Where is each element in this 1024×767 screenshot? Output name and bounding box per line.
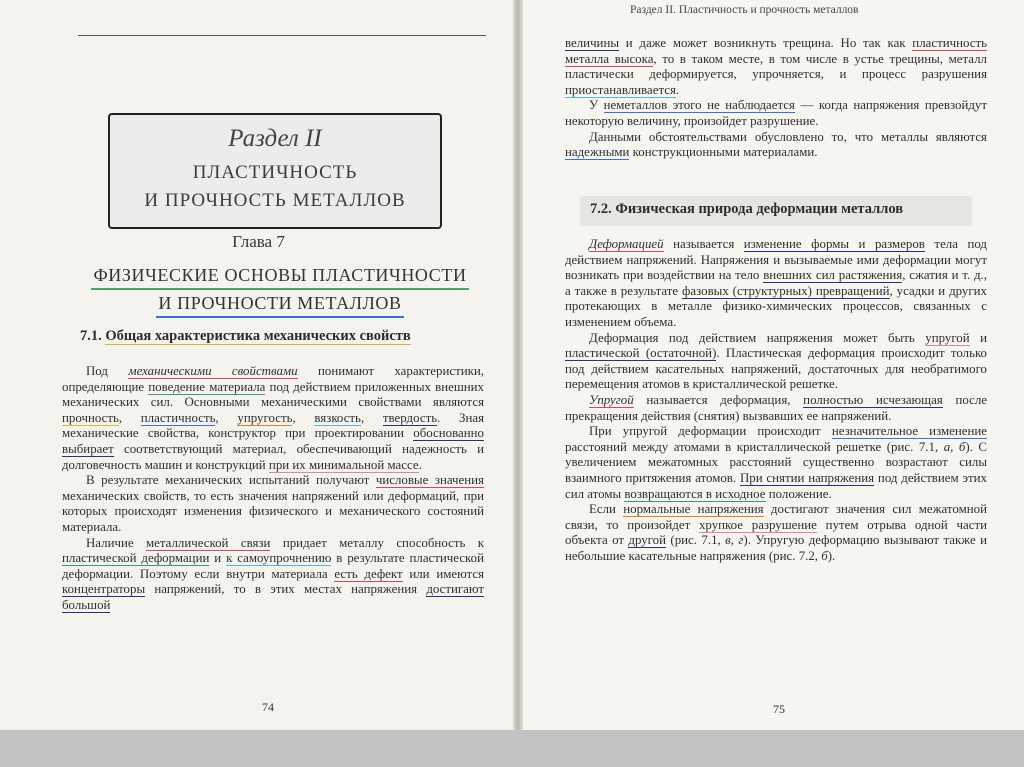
section-title-line1: ПЛАСТИЧНОСТЬ	[192, 162, 358, 183]
highlight: твердость	[382, 410, 438, 425]
highlight: Упругой	[589, 392, 634, 407]
highlight: величины	[565, 36, 620, 50]
highlight: есть дефект	[334, 566, 403, 581]
paragraph: У неметаллов этого не наблюдается — когда напряжения превзойдут некоторую величину, произойдет разрушение.	[565, 98, 987, 128]
highlight: Деформацией	[589, 237, 664, 251]
section-heading-7-1	[80, 328, 411, 345]
highlight: к самоупрочнению	[226, 551, 332, 566]
highlight: обоснованно выбирает	[62, 426, 484, 456]
highlight: возвращаются в исходное	[624, 486, 766, 501]
top-rule	[78, 35, 486, 36]
highlight: поведение материала	[148, 379, 266, 394]
book-spine	[513, 0, 523, 730]
highlight: При снятии напряжения	[739, 470, 875, 485]
highlight: полностью исчезающая	[803, 392, 943, 407]
highlight: хрупкое разрушение	[698, 517, 817, 532]
paragraph: Деформацией называется изменение формы и размеров тела под действием напряжений. Напряжения и вызываемые ими деформации могут возникать при воздействии на тело внешних сил растяжения, сжатия и т. д., а также в результате фазовых (структурных) превращений, усадки и других протекающих в металле физико-химических процессов, связанных с изменением объема.	[565, 237, 988, 329]
paragraph: величины и даже может возникнуть трещина. Но так как пластичность металла высока, то в таком месте, в том числе в устье трещины, металл пластически деформируется, упрочняется, и процесс разрушения приостанавливается.	[565, 36, 987, 97]
highlight: прочность	[62, 410, 119, 425]
highlight: механическими свойствами	[128, 364, 298, 378]
highlight: пластичность	[140, 410, 216, 425]
highlight: пластической (остаточной)	[565, 346, 717, 361]
paragraph: Деформация под действием напряжения может быть упругой и пластической (остаточной). Пластическая деформация происходит только под действием касательных напряжений, достаточных для необратимого перемещения атомов в кристаллической решетке.	[565, 330, 988, 392]
section-number: 7.1.	[80, 328, 102, 344]
highlight: упругость	[237, 410, 293, 425]
paragraph: Под механическими свойствами понимают характеристики, определяющие поведение материала под действием приложенных внешних механических сил. Основными механическими свойствами являются прочность, пластичность, упругость, вязкость, твердость. Зная механические свойства, конструктор при проектировании обоснованно выбирает соответствующий материал, обеспечивающий надежность и долговечность машин и конструкций при их минимальной массе.	[62, 364, 485, 472]
highlight: пластической деформации	[62, 551, 210, 566]
paragraph: В результате механических испытаний получают числовые значения механических свойств, то есть значения напряжений или деформаций, при которых происходят изменения физического и механического состояний материала.	[62, 473, 484, 534]
highlight: незначительное изменение	[831, 424, 987, 439]
highlight: фазовых (структурных) превращений	[682, 283, 890, 298]
chapter-title-line2: И ПРОЧНОСТИ МЕТАЛЛОВ	[156, 290, 403, 318]
highlight: надежными	[565, 145, 630, 160]
section-title-box	[108, 113, 442, 229]
highlight: достигают большой	[62, 582, 484, 612]
highlight: другой	[628, 533, 666, 548]
highlight: нормальные напряжения	[623, 502, 764, 517]
chapter-title-line1: ФИЗИЧЕСКИЕ ОСНОВЫ ПЛАСТИЧНОСТИ	[91, 262, 468, 290]
bottom-band	[0, 730, 1024, 767]
highlight: изменение формы и размеров	[743, 237, 925, 251]
highlight: вязкость	[314, 410, 361, 425]
paragraph: Наличие металлической связи придает металлу способность к пластической деформации и к самоупрочнению в результате пластической деформации. Поэтому если внутри материала есть дефект или имеются концентраторы напряжений, то в этих местах напряжения достигают большой	[62, 535, 484, 612]
paragraph: Данными обстоятельствами обусловлено то, что металлы являются надежными конструкционными материалами.	[565, 129, 987, 160]
highlight: приостанавливается	[565, 82, 676, 97]
left-body-text	[62, 364, 484, 614]
highlight: пластичность металла высока	[565, 36, 987, 66]
running-header: Раздел II. Пластичность и прочность металлов	[630, 4, 859, 16]
chapter-label: Глава 7	[232, 232, 285, 251]
page-number-right: 75	[773, 702, 785, 716]
right-body-text-top	[565, 36, 987, 161]
chapter-title	[60, 262, 500, 318]
section-heading-text: Общая характеристика механических свойств	[105, 328, 411, 344]
section-heading-7-2: 7.2. Физическая природа деформации металлов	[590, 201, 904, 217]
highlight: неметаллов этого не наблюдается	[603, 98, 795, 113]
highlight: концентраторы	[62, 582, 146, 597]
highlight: числовые значения	[375, 473, 484, 488]
section-title-line2: И ПРОЧНОСТЬ МЕТАЛЛОВ	[144, 190, 406, 211]
highlight: при их минимальной массе	[268, 457, 419, 472]
highlight: металлической связи	[145, 535, 271, 550]
section-label: Раздел II	[228, 125, 322, 152]
highlight: внешних сил растяжения	[763, 268, 903, 283]
paragraph: При упругой деформации происходит незначительное изменение расстояний между атомами в кристаллической решетке (рис. 7.1, а, б). С увеличением межатомных расстояний существенно возрастают силы взаимного притяжения атомов. При снятии напряжения под действием этих сил атомы возвращаются в исходное положение.	[565, 424, 987, 501]
highlight: упругой	[925, 330, 970, 345]
page-number-left: 74	[262, 700, 274, 714]
paragraph: Упругой называется деформация, полностью исчезающая после прекращения действия (снятия) вызвавших ее напряжений.	[565, 392, 987, 423]
right-body-text	[565, 237, 987, 564]
paragraph: Если нормальные напряжения достигают значения сил межатомной связи, то произойдет хрупкое разрушение путем отрыва одной части объекта от другой (рис. 7.1, в, г). Упругую деформацию вызывают также и небольшие касательные напряжения (рис. 7.2, б).	[565, 502, 987, 563]
